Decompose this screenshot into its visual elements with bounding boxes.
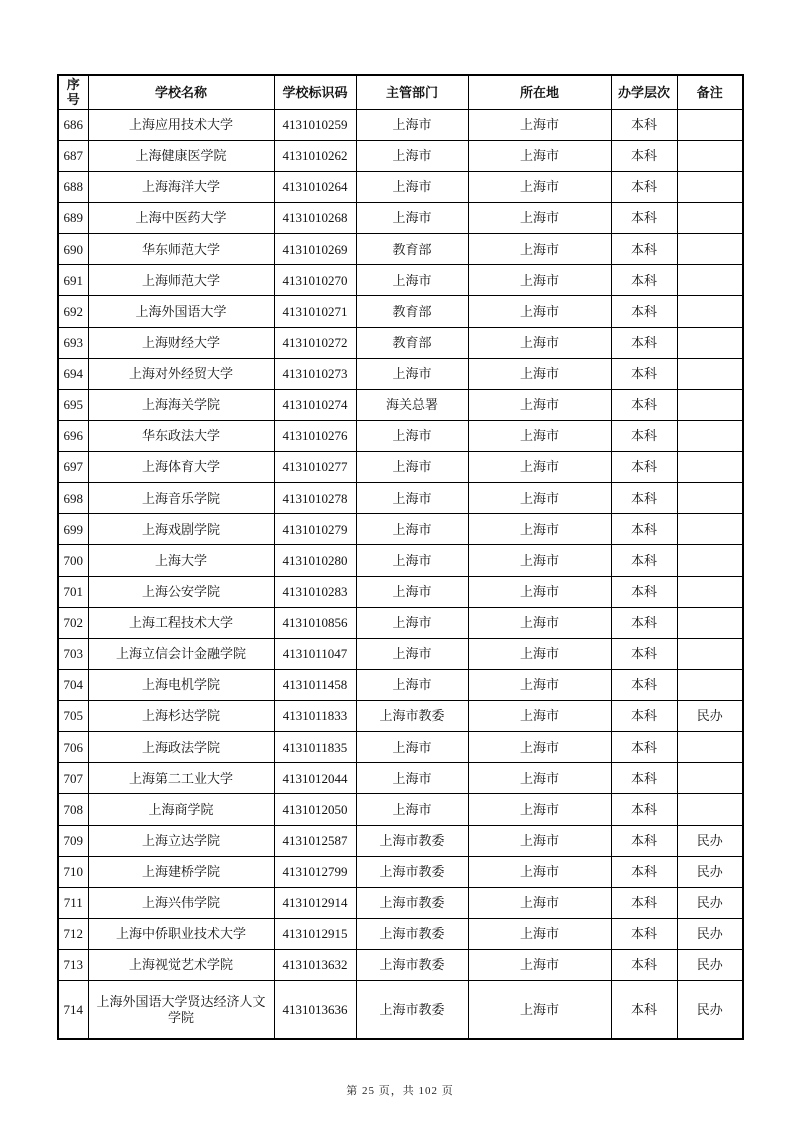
table-row	[58, 171, 743, 202]
cell-location: 上海市	[468, 950, 611, 981]
cell-index: 704	[58, 669, 88, 700]
cell-level: 本科	[611, 389, 677, 420]
cell-school-code: 4131011458	[274, 669, 356, 700]
column-header-remark: 备注	[677, 75, 743, 109]
cell-school-name: 上海兴伟学院	[88, 887, 274, 918]
cell-department: 教育部	[356, 327, 468, 358]
cell-remark	[677, 265, 743, 296]
cell-department: 上海市	[356, 794, 468, 825]
cell-location: 上海市	[468, 296, 611, 327]
cell-level: 本科	[611, 638, 677, 669]
cell-location: 上海市	[468, 545, 611, 576]
cell-index: 686	[58, 109, 88, 140]
cell-school-code: 4131010272	[274, 327, 356, 358]
cell-department: 教育部	[356, 234, 468, 265]
cell-location: 上海市	[468, 576, 611, 607]
cell-remark	[677, 358, 743, 389]
cell-school-name: 上海体育大学	[88, 452, 274, 483]
cell-location: 上海市	[468, 638, 611, 669]
cell-level: 本科	[611, 856, 677, 887]
cell-index: 698	[58, 483, 88, 514]
cell-location: 上海市	[468, 887, 611, 918]
cell-location: 上海市	[468, 109, 611, 140]
cell-school-code: 4131010274	[274, 389, 356, 420]
cell-school-name: 上海立信会计金融学院	[88, 638, 274, 669]
cell-department: 上海市	[356, 514, 468, 545]
cell-remark	[677, 763, 743, 794]
column-header-location: 所在地	[468, 75, 611, 109]
cell-index: 692	[58, 296, 88, 327]
cell-index: 703	[58, 638, 88, 669]
cell-school-code: 4131010283	[274, 576, 356, 607]
cell-level: 本科	[611, 358, 677, 389]
cell-index: 688	[58, 171, 88, 202]
cell-location: 上海市	[468, 607, 611, 638]
cell-department: 上海市	[356, 140, 468, 171]
cell-location: 上海市	[468, 918, 611, 949]
table-row	[58, 234, 743, 265]
cell-department: 教育部	[356, 296, 468, 327]
cell-remark: 民办	[677, 918, 743, 949]
table-row	[58, 701, 743, 732]
table-row	[58, 981, 743, 1039]
cell-remark	[677, 109, 743, 140]
cell-location: 上海市	[468, 327, 611, 358]
cell-location: 上海市	[468, 825, 611, 856]
cell-remark	[677, 669, 743, 700]
column-header-school-code: 学校标识码	[274, 75, 356, 109]
cell-remark	[677, 483, 743, 514]
cell-level: 本科	[611, 514, 677, 545]
column-header-school-name: 学校名称	[88, 75, 274, 109]
cell-level: 本科	[611, 887, 677, 918]
table-row	[58, 576, 743, 607]
cell-school-code: 4131012587	[274, 825, 356, 856]
cell-remark	[677, 514, 743, 545]
cell-remark	[677, 794, 743, 825]
table-row	[58, 825, 743, 856]
cell-department: 上海市教委	[356, 918, 468, 949]
cell-level: 本科	[611, 483, 677, 514]
table-row	[58, 140, 743, 171]
cell-school-code: 4131013632	[274, 950, 356, 981]
cell-department: 上海市	[356, 545, 468, 576]
cell-school-name: 华东师范大学	[88, 234, 274, 265]
cell-school-name: 上海视觉艺术学院	[88, 950, 274, 981]
cell-school-name: 上海戏剧学院	[88, 514, 274, 545]
table-header-row	[58, 75, 743, 109]
cell-level: 本科	[611, 545, 677, 576]
table-row	[58, 638, 743, 669]
cell-school-name: 上海中侨职业技术大学	[88, 918, 274, 949]
cell-location: 上海市	[468, 389, 611, 420]
cell-school-name: 上海健康医学院	[88, 140, 274, 171]
cell-level: 本科	[611, 669, 677, 700]
cell-remark: 民办	[677, 856, 743, 887]
cell-department: 上海市教委	[356, 887, 468, 918]
cell-remark	[677, 171, 743, 202]
universities-table	[57, 74, 744, 1040]
cell-level: 本科	[611, 203, 677, 234]
cell-school-code: 4131012050	[274, 794, 356, 825]
cell-school-name: 上海音乐学院	[88, 483, 274, 514]
cell-school-name: 上海立达学院	[88, 825, 274, 856]
cell-school-code: 4131011833	[274, 701, 356, 732]
cell-department: 海关总署	[356, 389, 468, 420]
cell-department: 上海市	[356, 109, 468, 140]
cell-index: 695	[58, 389, 88, 420]
cell-school-name: 上海应用技术大学	[88, 109, 274, 140]
cell-department: 上海市	[356, 483, 468, 514]
cell-school-code: 4131010273	[274, 358, 356, 389]
cell-department: 上海市	[356, 171, 468, 202]
table-row	[58, 794, 743, 825]
cell-school-code: 4131012915	[274, 918, 356, 949]
table-row	[58, 327, 743, 358]
cell-remark	[677, 576, 743, 607]
column-header-department: 主管部门	[356, 75, 468, 109]
cell-location: 上海市	[468, 669, 611, 700]
cell-index: 700	[58, 545, 88, 576]
table-row	[58, 732, 743, 763]
cell-location: 上海市	[468, 420, 611, 451]
cell-level: 本科	[611, 327, 677, 358]
cell-school-code: 4131012799	[274, 856, 356, 887]
cell-level: 本科	[611, 825, 677, 856]
table-row	[58, 109, 743, 140]
cell-location: 上海市	[468, 234, 611, 265]
cell-location: 上海市	[468, 452, 611, 483]
cell-level: 本科	[611, 296, 677, 327]
cell-school-code: 4131012914	[274, 887, 356, 918]
cell-location: 上海市	[468, 763, 611, 794]
cell-school-name: 上海政法学院	[88, 732, 274, 763]
cell-index: 710	[58, 856, 88, 887]
cell-remark: 民办	[677, 701, 743, 732]
cell-location: 上海市	[468, 856, 611, 887]
column-header-level: 办学层次	[611, 75, 677, 109]
table-row	[58, 514, 743, 545]
cell-department: 上海市教委	[356, 701, 468, 732]
cell-school-code: 4131010262	[274, 140, 356, 171]
cell-remark	[677, 203, 743, 234]
cell-school-name: 上海师范大学	[88, 265, 274, 296]
cell-school-name: 华东政法大学	[88, 420, 274, 451]
cell-index: 699	[58, 514, 88, 545]
cell-school-name: 上海海关学院	[88, 389, 274, 420]
cell-level: 本科	[611, 732, 677, 763]
cell-department: 上海市	[356, 763, 468, 794]
cell-index: 697	[58, 452, 88, 483]
table-row	[58, 265, 743, 296]
cell-department: 上海市教委	[356, 981, 468, 1039]
cell-school-name: 上海对外经贸大学	[88, 358, 274, 389]
cell-level: 本科	[611, 171, 677, 202]
table-row	[58, 607, 743, 638]
cell-level: 本科	[611, 981, 677, 1039]
cell-school-name: 上海建桥学院	[88, 856, 274, 887]
cell-department: 上海市	[356, 576, 468, 607]
cell-department: 上海市	[356, 203, 468, 234]
cell-school-code: 4131010278	[274, 483, 356, 514]
cell-remark: 民办	[677, 825, 743, 856]
cell-department: 上海市教委	[356, 950, 468, 981]
cell-index: 713	[58, 950, 88, 981]
cell-location: 上海市	[468, 203, 611, 234]
cell-remark	[677, 732, 743, 763]
cell-level: 本科	[611, 794, 677, 825]
cell-level: 本科	[611, 234, 677, 265]
cell-level: 本科	[611, 918, 677, 949]
cell-remark: 民办	[677, 950, 743, 981]
cell-index: 702	[58, 607, 88, 638]
cell-school-code: 4131013636	[274, 981, 356, 1039]
cell-location: 上海市	[468, 358, 611, 389]
cell-location: 上海市	[468, 140, 611, 171]
cell-school-name: 上海中医药大学	[88, 203, 274, 234]
cell-location: 上海市	[468, 732, 611, 763]
table-row	[58, 296, 743, 327]
cell-index: 693	[58, 327, 88, 358]
cell-school-code: 4131010264	[274, 171, 356, 202]
cell-department: 上海市	[356, 265, 468, 296]
cell-level: 本科	[611, 140, 677, 171]
cell-school-code: 4131010269	[274, 234, 356, 265]
table-row	[58, 452, 743, 483]
cell-remark	[677, 545, 743, 576]
table-row	[58, 545, 743, 576]
table-row	[58, 856, 743, 887]
cell-school-code: 4131010279	[274, 514, 356, 545]
table-row	[58, 918, 743, 949]
cell-school-code: 4131010856	[274, 607, 356, 638]
cell-location: 上海市	[468, 981, 611, 1039]
cell-department: 上海市教委	[356, 856, 468, 887]
cell-school-name: 上海第二工业大学	[88, 763, 274, 794]
cell-school-code: 4131010280	[274, 545, 356, 576]
cell-remark	[677, 638, 743, 669]
cell-remark	[677, 420, 743, 451]
cell-school-name: 上海公安学院	[88, 576, 274, 607]
cell-school-name: 上海商学院	[88, 794, 274, 825]
table-row	[58, 389, 743, 420]
table-row	[58, 483, 743, 514]
cell-index: 687	[58, 140, 88, 171]
cell-index: 689	[58, 203, 88, 234]
cell-school-name: 上海杉达学院	[88, 701, 274, 732]
cell-school-name: 上海外国语大学	[88, 296, 274, 327]
table-row	[58, 420, 743, 451]
cell-level: 本科	[611, 607, 677, 638]
cell-remark	[677, 140, 743, 171]
cell-location: 上海市	[468, 701, 611, 732]
table-row	[58, 203, 743, 234]
cell-department: 上海市	[356, 732, 468, 763]
table-body	[58, 109, 743, 1039]
cell-department: 上海市	[356, 420, 468, 451]
cell-department: 上海市	[356, 452, 468, 483]
cell-school-name: 上海大学	[88, 545, 274, 576]
cell-level: 本科	[611, 701, 677, 732]
cell-remark	[677, 327, 743, 358]
table-row	[58, 669, 743, 700]
cell-school-code: 4131011835	[274, 732, 356, 763]
cell-level: 本科	[611, 576, 677, 607]
cell-remark: 民办	[677, 887, 743, 918]
cell-index: 707	[58, 763, 88, 794]
cell-school-name: 上海财经大学	[88, 327, 274, 358]
cell-index: 691	[58, 265, 88, 296]
cell-index: 694	[58, 358, 88, 389]
cell-remark	[677, 607, 743, 638]
cell-index: 690	[58, 234, 88, 265]
table-row	[58, 763, 743, 794]
cell-school-code: 4131012044	[274, 763, 356, 794]
cell-school-code: 4131010276	[274, 420, 356, 451]
cell-school-name: 上海工程技术大学	[88, 607, 274, 638]
cell-location: 上海市	[468, 514, 611, 545]
cell-school-name: 上海电机学院	[88, 669, 274, 700]
cell-school-code: 4131010259	[274, 109, 356, 140]
cell-school-code: 4131010271	[274, 296, 356, 327]
cell-school-code: 4131011047	[274, 638, 356, 669]
cell-school-code: 4131010268	[274, 203, 356, 234]
cell-location: 上海市	[468, 794, 611, 825]
cell-level: 本科	[611, 763, 677, 794]
cell-index: 708	[58, 794, 88, 825]
cell-location: 上海市	[468, 483, 611, 514]
cell-level: 本科	[611, 950, 677, 981]
cell-department: 上海市教委	[356, 825, 468, 856]
cell-level: 本科	[611, 265, 677, 296]
cell-location: 上海市	[468, 171, 611, 202]
cell-level: 本科	[611, 109, 677, 140]
cell-department: 上海市	[356, 638, 468, 669]
cell-department: 上海市	[356, 607, 468, 638]
table-row	[58, 358, 743, 389]
cell-school-name: 上海海洋大学	[88, 171, 274, 202]
cell-level: 本科	[611, 452, 677, 483]
cell-index: 706	[58, 732, 88, 763]
cell-remark	[677, 234, 743, 265]
cell-school-code: 4131010277	[274, 452, 356, 483]
cell-remark	[677, 296, 743, 327]
cell-index: 709	[58, 825, 88, 856]
cell-level: 本科	[611, 420, 677, 451]
table-row	[58, 887, 743, 918]
cell-department: 上海市	[356, 358, 468, 389]
cell-location: 上海市	[468, 265, 611, 296]
cell-index: 711	[58, 887, 88, 918]
cell-remark	[677, 389, 743, 420]
cell-school-code: 4131010270	[274, 265, 356, 296]
cell-index: 705	[58, 701, 88, 732]
page-footer: 第 25 页，共 102 页	[346, 1085, 454, 1097]
cell-department: 上海市	[356, 669, 468, 700]
cell-school-name: 上海外国语大学贤达经济人文学院	[88, 981, 274, 1039]
cell-index: 712	[58, 918, 88, 949]
cell-remark	[677, 452, 743, 483]
cell-remark: 民办	[677, 981, 743, 1039]
cell-index: 701	[58, 576, 88, 607]
table-row	[58, 950, 743, 981]
cell-index: 696	[58, 420, 88, 451]
cell-index: 714	[58, 981, 88, 1039]
column-header-index: 序号	[58, 75, 88, 109]
